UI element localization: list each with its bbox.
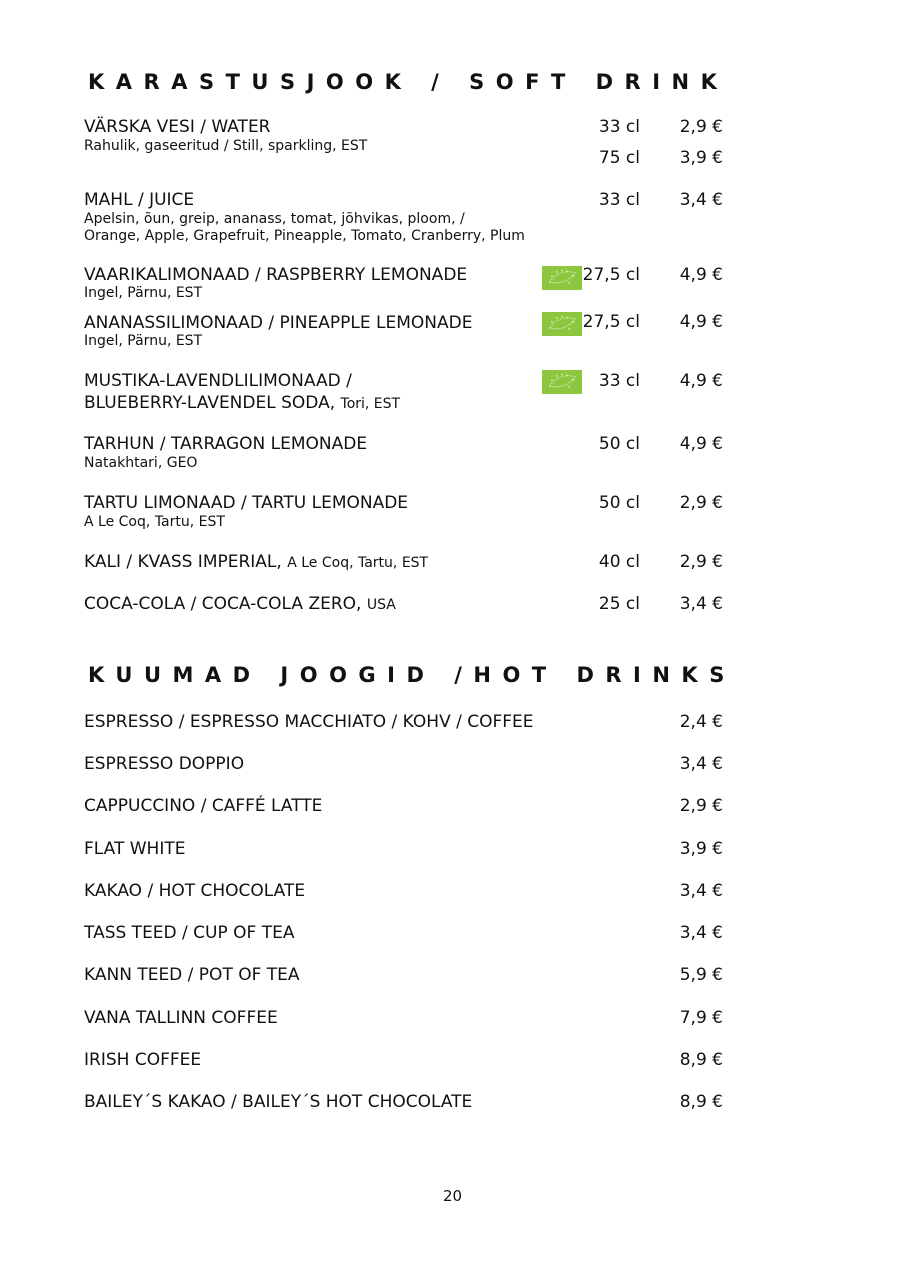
section-title-soft-drinks: KARASTUSJOOK / SOFT DRINK xyxy=(88,70,729,94)
item-price-vana-tallinn-coffee: 7,9 € xyxy=(679,1008,723,1028)
item-price-cappuccino: 2,9 € xyxy=(679,796,723,816)
item-name-irish-coffee: IRISH COFFEE xyxy=(84,1050,202,1070)
item-name-baileys-hot-chocolate: BAILEY´S KAKAO / BAILEY´S HOT CHOCOLATE xyxy=(84,1092,473,1112)
item-volume-water-large: 75 cl xyxy=(598,148,640,168)
item-name-kvass: KALI / KVASS IMPERIAL, A Le Coq, Tartu, EST xyxy=(84,552,429,572)
item-volume-kvass: 40 cl xyxy=(598,552,640,572)
item-name-blueberry-lavender-et: MUSTIKA-LAVENDLILIMONAAD / xyxy=(84,371,352,391)
item-price-coca-cola: 3,4 € xyxy=(679,594,723,614)
item-price-blueberry-lavender: 4,9 € xyxy=(679,371,723,391)
item-price-espresso: 2,4 € xyxy=(679,712,723,732)
item-price-kvass: 2,9 € xyxy=(679,552,723,572)
item-volume-pineapple-lemonade: 27,5 cl xyxy=(582,312,640,332)
item-price-water-small: 2,9 € xyxy=(679,117,723,137)
item-origin-kvass: A Le Coq, Tartu, EST xyxy=(287,555,429,571)
item-name-water: VÄRSKA VESI / WATER xyxy=(84,117,271,137)
item-origin-tarragon: Natakhtari, GEO xyxy=(84,455,198,471)
eu-organic-leaf-icon xyxy=(542,266,582,290)
item-name-pineapple-lemonade: ANANASSILIMONAAD / PINEAPPLE LEMONADE xyxy=(84,313,473,333)
item-price-flat-white: 3,9 € xyxy=(679,839,723,859)
item-name-pot-of-tea: KANN TEED / POT OF TEA xyxy=(84,965,300,985)
item-volume-blueberry-lavender: 33 cl xyxy=(598,371,640,391)
item-volume-raspberry-lemonade: 27,5 cl xyxy=(582,265,640,285)
item-price-cup-of-tea: 3,4 € xyxy=(679,923,723,943)
item-origin-tartu-lemonade: A Le Coq, Tartu, EST xyxy=(84,514,225,530)
item-price-pot-of-tea: 5,9 € xyxy=(679,965,723,985)
item-name-espresso-doppio: ESPRESSO DOPPIO xyxy=(84,754,245,774)
item-flavours-juice-et: Apelsin, õun, greip, ananass, tomat, jõhvikas, ploom, / xyxy=(84,211,465,227)
item-price-pineapple-lemonade: 4,9 € xyxy=(679,312,723,332)
item-price-espresso-doppio: 3,4 € xyxy=(679,754,723,774)
item-volume-coca-cola: 25 cl xyxy=(598,594,640,614)
item-price-hot-chocolate: 3,4 € xyxy=(679,881,723,901)
item-name-blueberry-lavender-en: BLUEBERRY-LAVENDEL SODA, Tori, EST xyxy=(84,393,401,413)
item-price-tarragon: 4,9 € xyxy=(679,434,723,454)
item-origin-water: Rahulik, gaseeritud / Still, sparkling, EST xyxy=(84,138,368,154)
item-origin-blueberry-lavender: Tori, EST xyxy=(340,396,401,412)
item-name-cappuccino: CAPPUCCINO / CAFFÉ LATTE xyxy=(84,796,323,816)
section-title-hot-drinks: KUUMAD JOOGID /HOT DRINKS xyxy=(88,663,736,687)
item-flavours-juice-en: Orange, Apple, Grapefruit, Pineapple, Tomato, Cranberry, Plum xyxy=(84,228,525,244)
item-origin-coca-cola: USA xyxy=(366,597,396,613)
eu-organic-leaf-icon xyxy=(542,370,582,394)
item-name-hot-chocolate: KAKAO / HOT CHOCOLATE xyxy=(84,881,306,901)
item-price-juice: 3,4 € xyxy=(679,190,723,210)
item-name-coca-cola: COCA-COLA / COCA-COLA ZERO, USA xyxy=(84,594,396,614)
item-name-tartu-lemonade: TARTU LIMONAAD / TARTU LEMONADE xyxy=(84,493,409,513)
item-price-baileys-hot-chocolate: 8,9 € xyxy=(679,1092,723,1112)
item-volume-tarragon: 50 cl xyxy=(598,434,640,454)
eu-organic-leaf-icon xyxy=(542,312,582,336)
item-volume-tartu-lemonade: 50 cl xyxy=(598,493,640,513)
item-volume-juice: 33 cl xyxy=(598,190,640,210)
item-name-espresso: ESPRESSO / ESPRESSO MACCHIATO / KOHV / COFFEE xyxy=(84,712,534,732)
item-name-flat-white: FLAT WHITE xyxy=(84,839,186,859)
item-price-raspberry-lemonade: 4,9 € xyxy=(679,265,723,285)
item-name-raspberry-lemonade: VAARIKALIMONAAD / RASPBERRY LEMONADE xyxy=(84,265,468,285)
item-name-cup-of-tea: TASS TEED / CUP OF TEA xyxy=(84,923,295,943)
item-origin-pineapple-lemonade: Ingel, Pärnu, EST xyxy=(84,333,203,349)
item-name-juice: MAHL / JUICE xyxy=(84,190,195,210)
item-price-water-large: 3,9 € xyxy=(679,148,723,168)
item-price-irish-coffee: 8,9 € xyxy=(679,1050,723,1070)
item-price-tartu-lemonade: 2,9 € xyxy=(679,493,723,513)
item-volume-water-small: 33 cl xyxy=(598,117,640,137)
item-name-tarragon: TARHUN / TARRAGON LEMONADE xyxy=(84,434,368,454)
item-origin-raspberry-lemonade: Ingel, Pärnu, EST xyxy=(84,285,203,301)
page-number: 20 xyxy=(442,1187,463,1205)
item-name-vana-tallinn-coffee: VANA TALLINN COFFEE xyxy=(84,1008,278,1028)
